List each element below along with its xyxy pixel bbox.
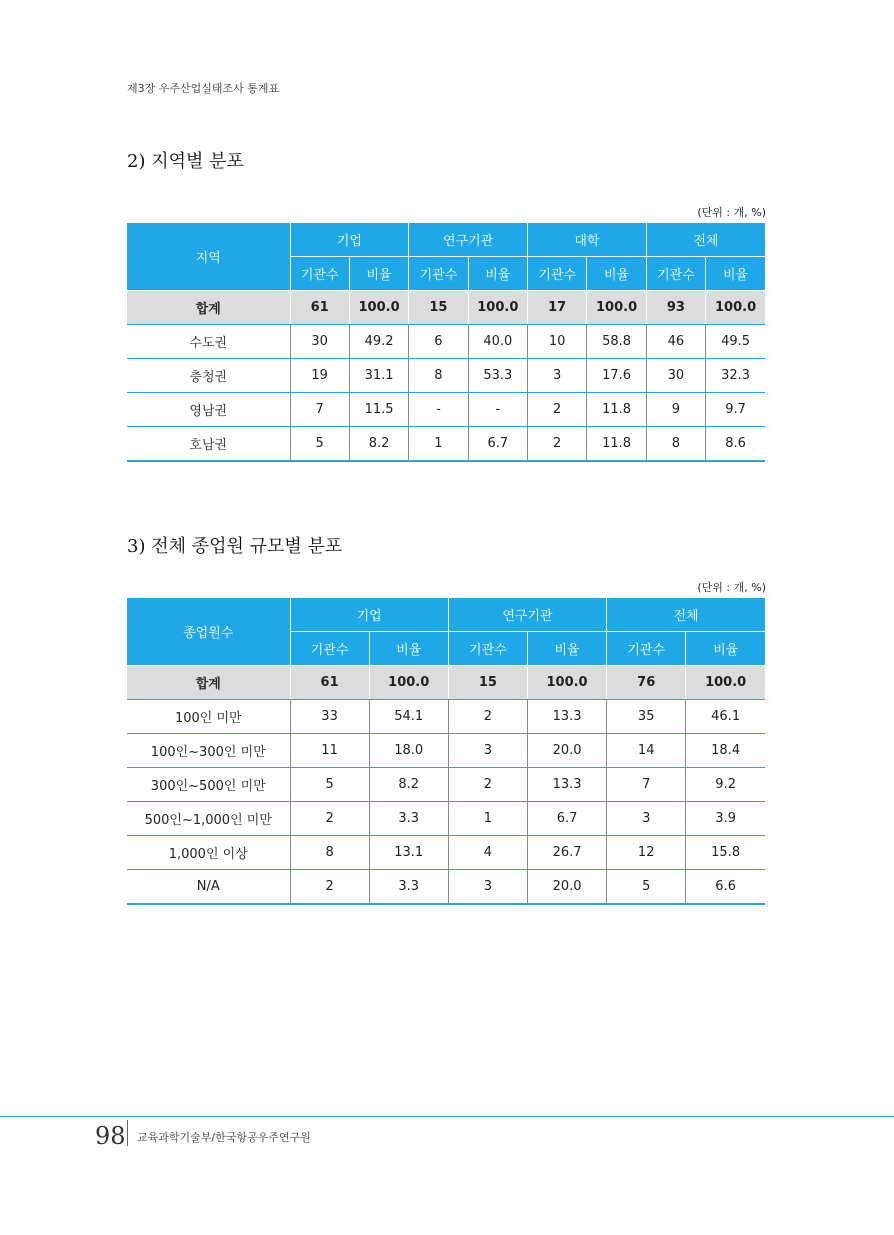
cell-value: 1 <box>409 427 468 462</box>
cell-value: 46 <box>646 325 705 359</box>
cell-value: 100.0 <box>686 666 765 700</box>
sub-header: 기관수 <box>646 257 705 291</box>
cell-value: - <box>468 393 527 427</box>
table-row <box>127 734 765 768</box>
cell-value: 30 <box>290 325 349 359</box>
row-label: 합계 <box>127 291 290 325</box>
table-row <box>127 427 765 462</box>
cell-value: 8.2 <box>369 768 448 802</box>
cell-value: 3.3 <box>369 870 448 905</box>
cell-value: 8 <box>290 836 369 870</box>
corner-header: 종업원수 <box>127 598 290 666</box>
cell-value: 32.3 <box>706 359 765 393</box>
cell-value: 11.5 <box>349 393 408 427</box>
cell-value: 100.0 <box>369 666 448 700</box>
cell-value: 49.2 <box>349 325 408 359</box>
cell-value: 40.0 <box>468 325 527 359</box>
cell-value: 3.9 <box>686 802 765 836</box>
cell-value: 8.2 <box>349 427 408 462</box>
cell-value: 61 <box>290 666 369 700</box>
sub-header: 비율 <box>527 632 606 666</box>
cell-value: 10 <box>528 325 587 359</box>
cell-value: 7 <box>290 393 349 427</box>
row-label: N/A <box>127 870 290 905</box>
section-title-employee-size: 3) 전체 종업원 규모별 분포 <box>127 536 343 557</box>
cell-value: 2 <box>528 427 587 462</box>
cell-value: 19 <box>290 359 349 393</box>
cell-value: 100.0 <box>527 666 606 700</box>
cell-value: 58.8 <box>587 325 646 359</box>
cell-value: 3 <box>528 359 587 393</box>
cell-value: 13.1 <box>369 836 448 870</box>
cell-value: 5 <box>290 427 349 462</box>
cell-value: 11.8 <box>587 427 646 462</box>
cell-value: 6.6 <box>686 870 765 905</box>
row-label: 100인~300인 미만 <box>127 734 290 768</box>
sub-header: 기관수 <box>607 632 686 666</box>
cell-value: 2 <box>290 870 369 905</box>
table-row <box>127 700 765 734</box>
cell-value: 15 <box>409 291 468 325</box>
footer-divider <box>127 1120 128 1146</box>
row-label: 호남권 <box>127 427 290 462</box>
cell-value: 15 <box>448 666 527 700</box>
cell-value: 17.6 <box>587 359 646 393</box>
row-label: 수도권 <box>127 325 290 359</box>
cell-value: 13.3 <box>527 700 606 734</box>
cell-value: 8.6 <box>706 427 765 462</box>
sub-header: 비율 <box>587 257 646 291</box>
sub-header: 기관수 <box>448 632 527 666</box>
cell-value: 11 <box>290 734 369 768</box>
cell-value: 35 <box>607 700 686 734</box>
cell-value: 18.0 <box>369 734 448 768</box>
cell-value: 26.7 <box>527 836 606 870</box>
sub-header: 비율 <box>369 632 448 666</box>
table-row <box>127 836 765 870</box>
cell-value: 9.2 <box>686 768 765 802</box>
cell-value: 4 <box>448 836 527 870</box>
cell-value: 2 <box>448 700 527 734</box>
cell-value: 76 <box>607 666 686 700</box>
cell-value: 61 <box>290 291 349 325</box>
sub-header: 기관수 <box>290 632 369 666</box>
cell-value: 100.0 <box>349 291 408 325</box>
cell-value: 8 <box>409 359 468 393</box>
group-header: 전체 <box>646 223 765 257</box>
cell-value: 17 <box>528 291 587 325</box>
table-row <box>127 325 765 359</box>
group-header: 전체 <box>607 598 765 632</box>
cell-value: 9 <box>646 393 705 427</box>
cell-value: 15.8 <box>686 836 765 870</box>
group-header: 연구기관 <box>448 598 606 632</box>
cell-value: 53.3 <box>468 359 527 393</box>
cell-value: 14 <box>607 734 686 768</box>
row-label: 500인~1,000인 미만 <box>127 802 290 836</box>
cell-value: 3.3 <box>369 802 448 836</box>
cell-value: 100.0 <box>468 291 527 325</box>
cell-value: 6.7 <box>527 802 606 836</box>
cell-value: 3 <box>448 870 527 905</box>
row-label: 영남권 <box>127 393 290 427</box>
sub-header: 기관수 <box>290 257 349 291</box>
sub-header: 비율 <box>706 257 765 291</box>
group-header: 기업 <box>290 598 448 632</box>
cell-value: 6.7 <box>468 427 527 462</box>
cell-value: 100.0 <box>706 291 765 325</box>
group-header: 기업 <box>290 223 409 257</box>
employee-size-table <box>127 598 765 905</box>
table-row <box>127 802 765 836</box>
sub-header: 기관수 <box>528 257 587 291</box>
cell-value: 2 <box>528 393 587 427</box>
cell-value: 20.0 <box>527 870 606 905</box>
cell-value: 1 <box>448 802 527 836</box>
page-number: 98 <box>95 1122 126 1150</box>
cell-value: 8 <box>646 427 705 462</box>
cell-value: 13.3 <box>527 768 606 802</box>
table-row-total <box>127 666 765 700</box>
cell-value: 30 <box>646 359 705 393</box>
table-row <box>127 393 765 427</box>
cell-value: 11.8 <box>587 393 646 427</box>
cell-value: 2 <box>290 802 369 836</box>
group-header: 대학 <box>528 223 647 257</box>
cell-value: 33 <box>290 700 369 734</box>
cell-value: 54.1 <box>369 700 448 734</box>
cell-value: 7 <box>607 768 686 802</box>
unit-note-employee-size: (단위 : 개, %) <box>697 581 766 594</box>
chapter-header: 제3장 우주산업실태조사 통계표 <box>127 82 280 95</box>
cell-value: 12 <box>607 836 686 870</box>
cell-value: 9.7 <box>706 393 765 427</box>
cell-value: 18.4 <box>686 734 765 768</box>
sub-header: 기관수 <box>409 257 468 291</box>
cell-value: 3 <box>448 734 527 768</box>
cell-value: 5 <box>607 870 686 905</box>
group-header: 연구기관 <box>409 223 528 257</box>
table-row <box>127 768 765 802</box>
cell-value: 49.5 <box>706 325 765 359</box>
row-label: 1,000인 이상 <box>127 836 290 870</box>
row-label: 합계 <box>127 666 290 700</box>
row-label: 300인~500인 미만 <box>127 768 290 802</box>
footer-rule <box>0 1116 894 1117</box>
table-row-total <box>127 291 765 325</box>
corner-header: 지역 <box>127 223 290 291</box>
unit-note-region: (단위 : 개, %) <box>697 206 766 219</box>
cell-value: 20.0 <box>527 734 606 768</box>
region-distribution-table <box>127 223 765 462</box>
table-row <box>127 359 765 393</box>
cell-value: 6 <box>409 325 468 359</box>
cell-value: 100.0 <box>587 291 646 325</box>
row-label: 100인 미만 <box>127 700 290 734</box>
cell-value: 2 <box>448 768 527 802</box>
section-title-region: 2) 지역별 분포 <box>127 151 244 172</box>
cell-value: 31.1 <box>349 359 408 393</box>
sub-header: 비율 <box>349 257 408 291</box>
cell-value: 3 <box>607 802 686 836</box>
row-label: 충청권 <box>127 359 290 393</box>
sub-header: 비율 <box>686 632 765 666</box>
cell-value: 46.1 <box>686 700 765 734</box>
cell-value: 5 <box>290 768 369 802</box>
table-row <box>127 870 765 905</box>
footer-organization: 교육과학기술부/한국항공우주연구원 <box>137 1131 311 1144</box>
sub-header: 비율 <box>468 257 527 291</box>
cell-value: 93 <box>646 291 705 325</box>
cell-value: - <box>409 393 468 427</box>
